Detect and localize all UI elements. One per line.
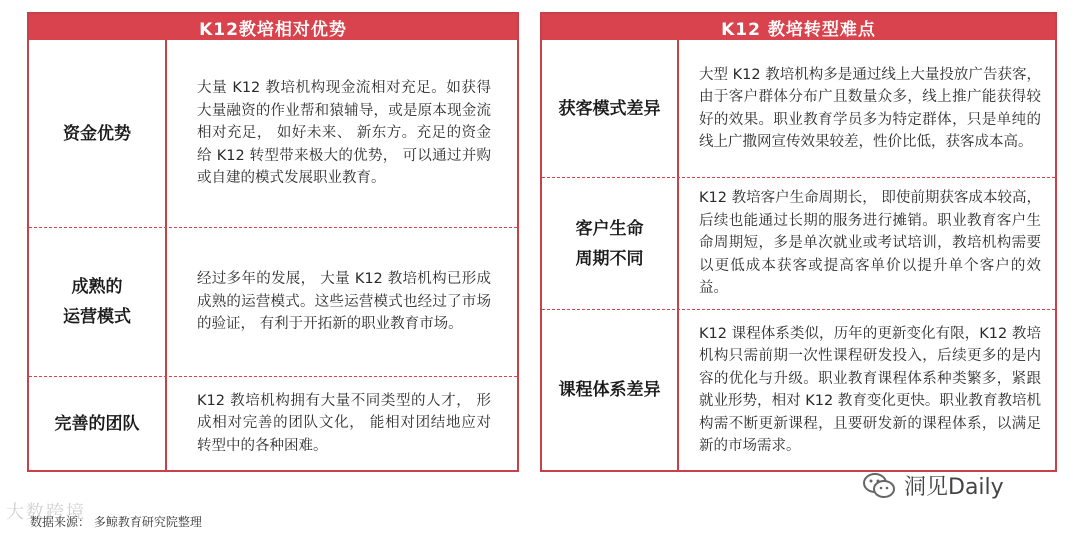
advantage-label-operations-line2: 运营模式 (63, 307, 131, 327)
advantages-panel (27, 12, 519, 472)
advantage-text-team: K12 教培机构拥有大量不同类型的人才， 形成相对完善的团队文化， 能相对团结地应对转型中的各种困难。 (197, 392, 491, 454)
advantage-row-team (29, 377, 517, 470)
challenges-title: K12 教培转型难点 (542, 14, 1055, 40)
brand-name: 洞见Daily (904, 475, 1004, 500)
challenge-label-lifecycle-line2: 周期不同 (575, 248, 644, 269)
source-note: 数据来源： 多鲸教育研究院整理 (30, 515, 202, 529)
advantage-row-operations (29, 228, 517, 376)
challenge-label-lifecycle-line1: 客户生命 (575, 218, 644, 239)
challenge-text-acquisition: 大型 K12 教培机构多是通过线上大量投放广告获客， 由于客户群体分布广且数量众多，线上推广能获得较好的效果。职业教育学员多为特定群体，只是单纯的线上广撒网宣传效果较差，性价比低，获客成本高。 (699, 66, 1041, 150)
challenge-text-curriculum: K12 课程体系类似，历年的更新变化有限，K12 教培机构只需前期一次性课程研发投入，后续更多的是内容的优化与升级。职业教育课程体系种类繁多，紧跟就业形势，相对 K12 教育变化更快。职业教育教培机构需不断更新课程，且要研发新的课程体系，以满足新的市场需求。 (699, 325, 1041, 454)
challenge-label-curriculum: 课程体系差异 (542, 310, 679, 470)
challenge-label-lifecycle (542, 178, 679, 309)
challenge-row-curriculum (542, 310, 1055, 470)
advantage-text-funding: 大量 K12 教培机构现金流相对充足。如获得大量融资的作业帮和猿辅导，或是原本现金流相对充足， 如好未来、 新东方。充足的资金给 K12 转型带来极大的优势， 可以通过并购或自建的模式发展职业教育。 (197, 80, 491, 187)
watermark: 大数跨境 (6, 502, 86, 523)
challenges-panel (540, 12, 1057, 472)
advantage-label-operations-line1: 成熟的 (71, 277, 123, 297)
advantage-label-operations (29, 228, 167, 376)
advantage-label-team: 完善的团队 (29, 377, 167, 470)
advantage-label-funding: 资金优势 (29, 40, 167, 227)
challenge-label-acquisition: 获客模式差异 (542, 40, 679, 177)
wechat-icon (862, 471, 896, 501)
advantages-title: K12教培相对优势 (29, 14, 517, 40)
advantage-row-funding (29, 40, 517, 227)
challenge-text-lifecycle: K12 教培客户生命周期长， 即使前期获客成本较高，后续也能通过长期的服务进行摊销。职业教育客户生命周期短，多是单次就业或考试培训，教培机构需要以更低成本获客或提高客单价以提升单个客户的效益。 (699, 190, 1041, 297)
brand-logo (862, 470, 1004, 501)
challenge-row-acquisition (542, 40, 1055, 177)
challenge-row-lifecycle (542, 178, 1055, 309)
advantage-text-operations: 经过多年的发展， 大量 K12 教培机构已形成成熟的运营模式。这些运营模式也经过了市场的验证， 有利于开拓新的职业教育市场。 (197, 271, 491, 333)
